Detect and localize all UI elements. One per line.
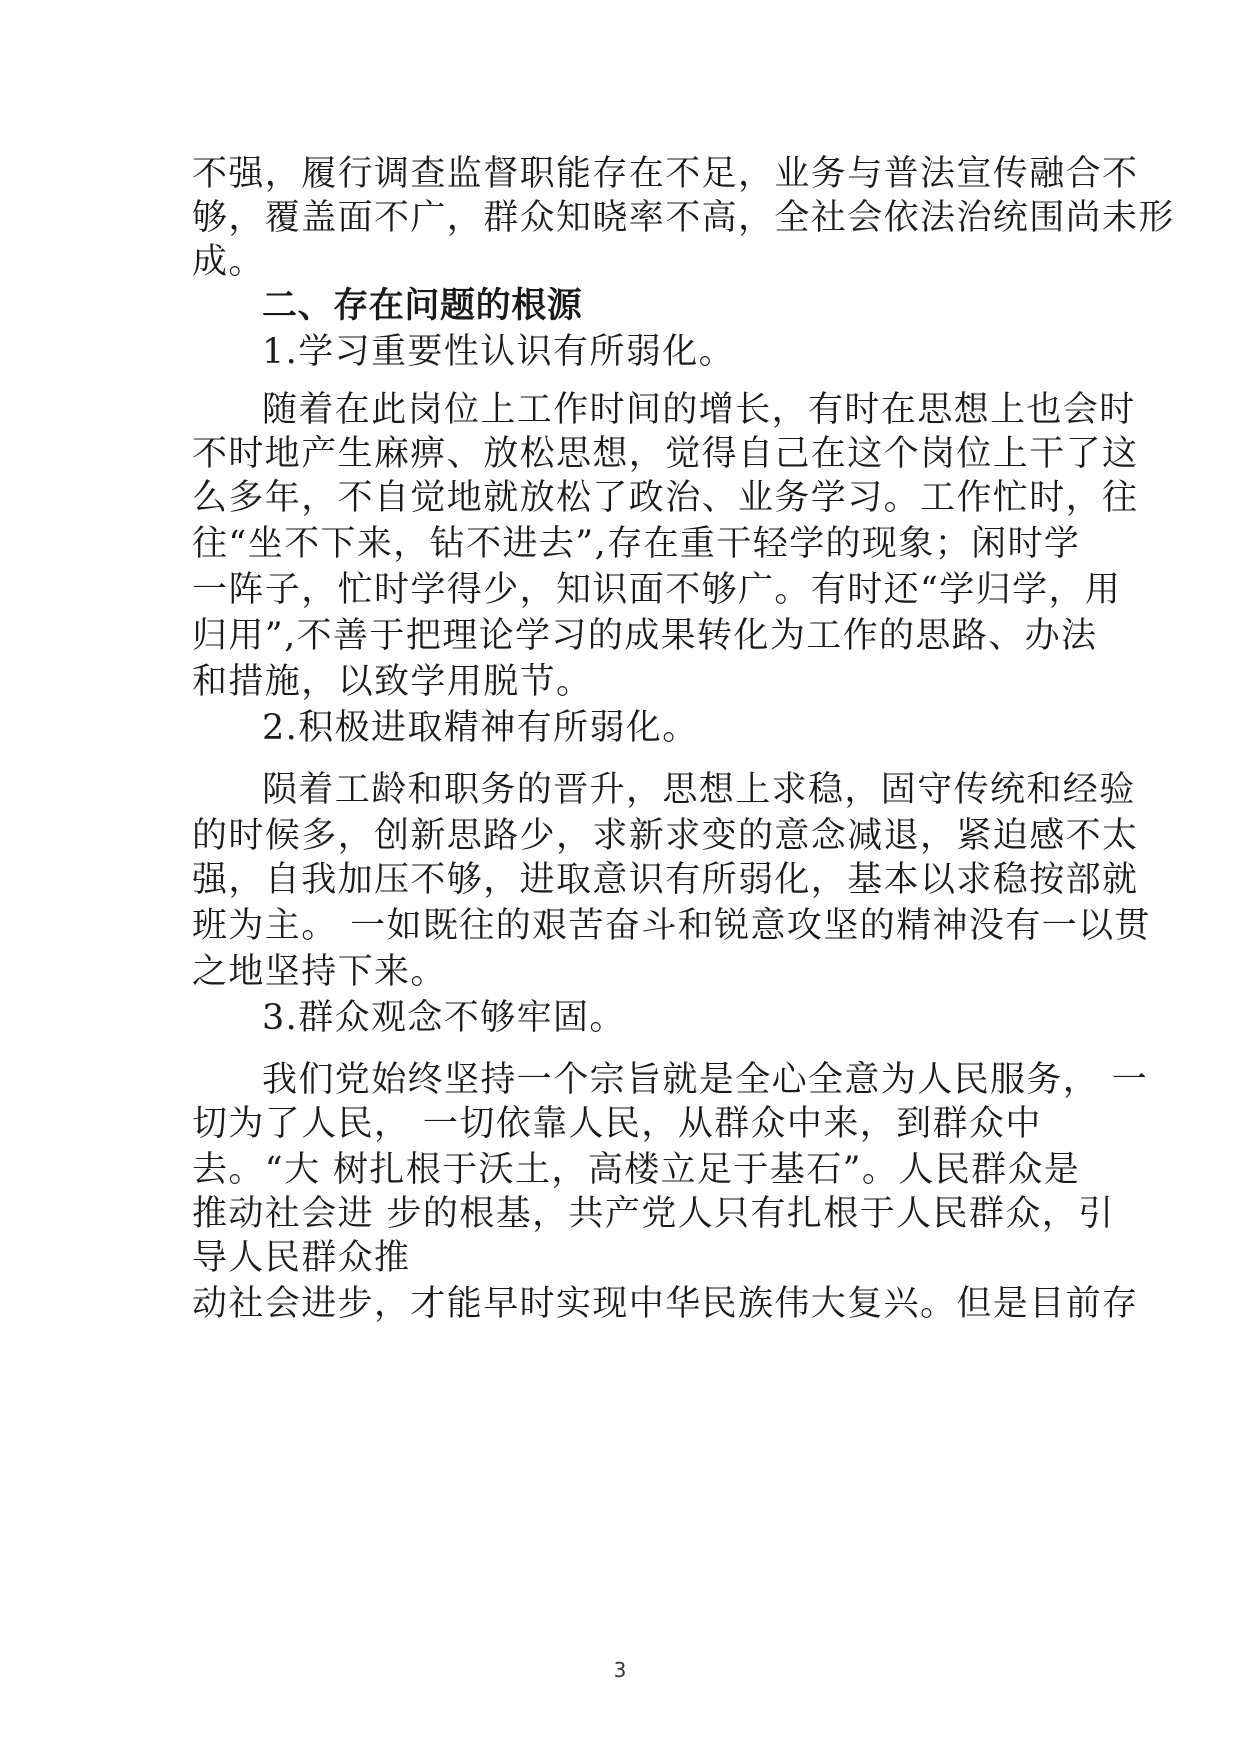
paragraph-line: 随着在此岗位上工作时间的增长，有时在思想上也会时	[262, 390, 1136, 430]
paragraph-line: 陨着工龄和职务的晋升，思想上求稳，固守传统和经验	[262, 770, 1136, 810]
paragraph-line: 动社会进步，才能早时实现中华民族伟大复兴。但是目前存	[192, 1284, 1139, 1324]
paragraph-line: 不强，履行调查监督职能存在不足，业务与普法宣传融合不	[192, 154, 1139, 194]
item-title: 1.学习重要性认识有所弱化。	[262, 332, 735, 372]
paragraph-line: 班为主。 一如既往的艰苦奋斗和锐意攻坚的精神没有一以贯	[192, 906, 1151, 946]
paragraph-line: 和措施，以致学用脱节。	[192, 662, 593, 702]
paragraph-line: 切为了人民， 一切依靠人民，从群众中来，到群众中	[192, 1104, 1042, 1144]
paragraph-line: 归用”,不善于把理论学习的成果转化为工作的思路、办法	[192, 616, 1098, 656]
paragraph-line: 往“坐不下来，钻不进去”,存在重干轻学的现象；闲时学	[192, 524, 1081, 564]
paragraph-line: 推动社会进 步的根基，共产党人只有扎根于人民群众，引	[192, 1194, 1115, 1234]
paragraph-line: 么多年，不自觉地就放松了政治、业务学习。工作忙时，往	[192, 478, 1139, 518]
paragraph-line: 强，自我加压不够，进取意识有所弱化，基本以求稳按部就	[192, 860, 1139, 900]
paragraph-line: 不时地产生麻痹、放松思想，觉得自己在这个岗位上干了这	[192, 434, 1139, 474]
item-title: 2.积极进取精神有所弱化。	[262, 708, 699, 748]
paragraph-line: 成。	[192, 242, 265, 282]
paragraph-line: 去。“大 树扎根于沃土，高楼立足于基石”。人民群众是	[192, 1150, 1081, 1190]
paragraph-line: 之地坚持下来。	[192, 952, 447, 992]
paragraph-line: 我们党始终坚持一个宗旨就是全心全意为人民服务， 一	[262, 1060, 1149, 1100]
page-number: 3	[613, 1658, 627, 1682]
section-heading: 二、存在问题的根源	[262, 286, 583, 326]
paragraph-line: 的时候多，创新思路少，求新求变的意念减退，紧迫感不太	[192, 816, 1139, 856]
paragraph-line: 够，覆盖面不广，群众知晓率不高，全社会依法治统围尚未形	[192, 198, 1175, 238]
paragraph-line: 一阵子，忙时学得少，知识面不够广。有时还“学归学，用	[192, 570, 1122, 610]
item-title: 3.群众观念不够牢固。	[262, 998, 626, 1038]
paragraph-line: 导人民群众推	[192, 1238, 411, 1278]
